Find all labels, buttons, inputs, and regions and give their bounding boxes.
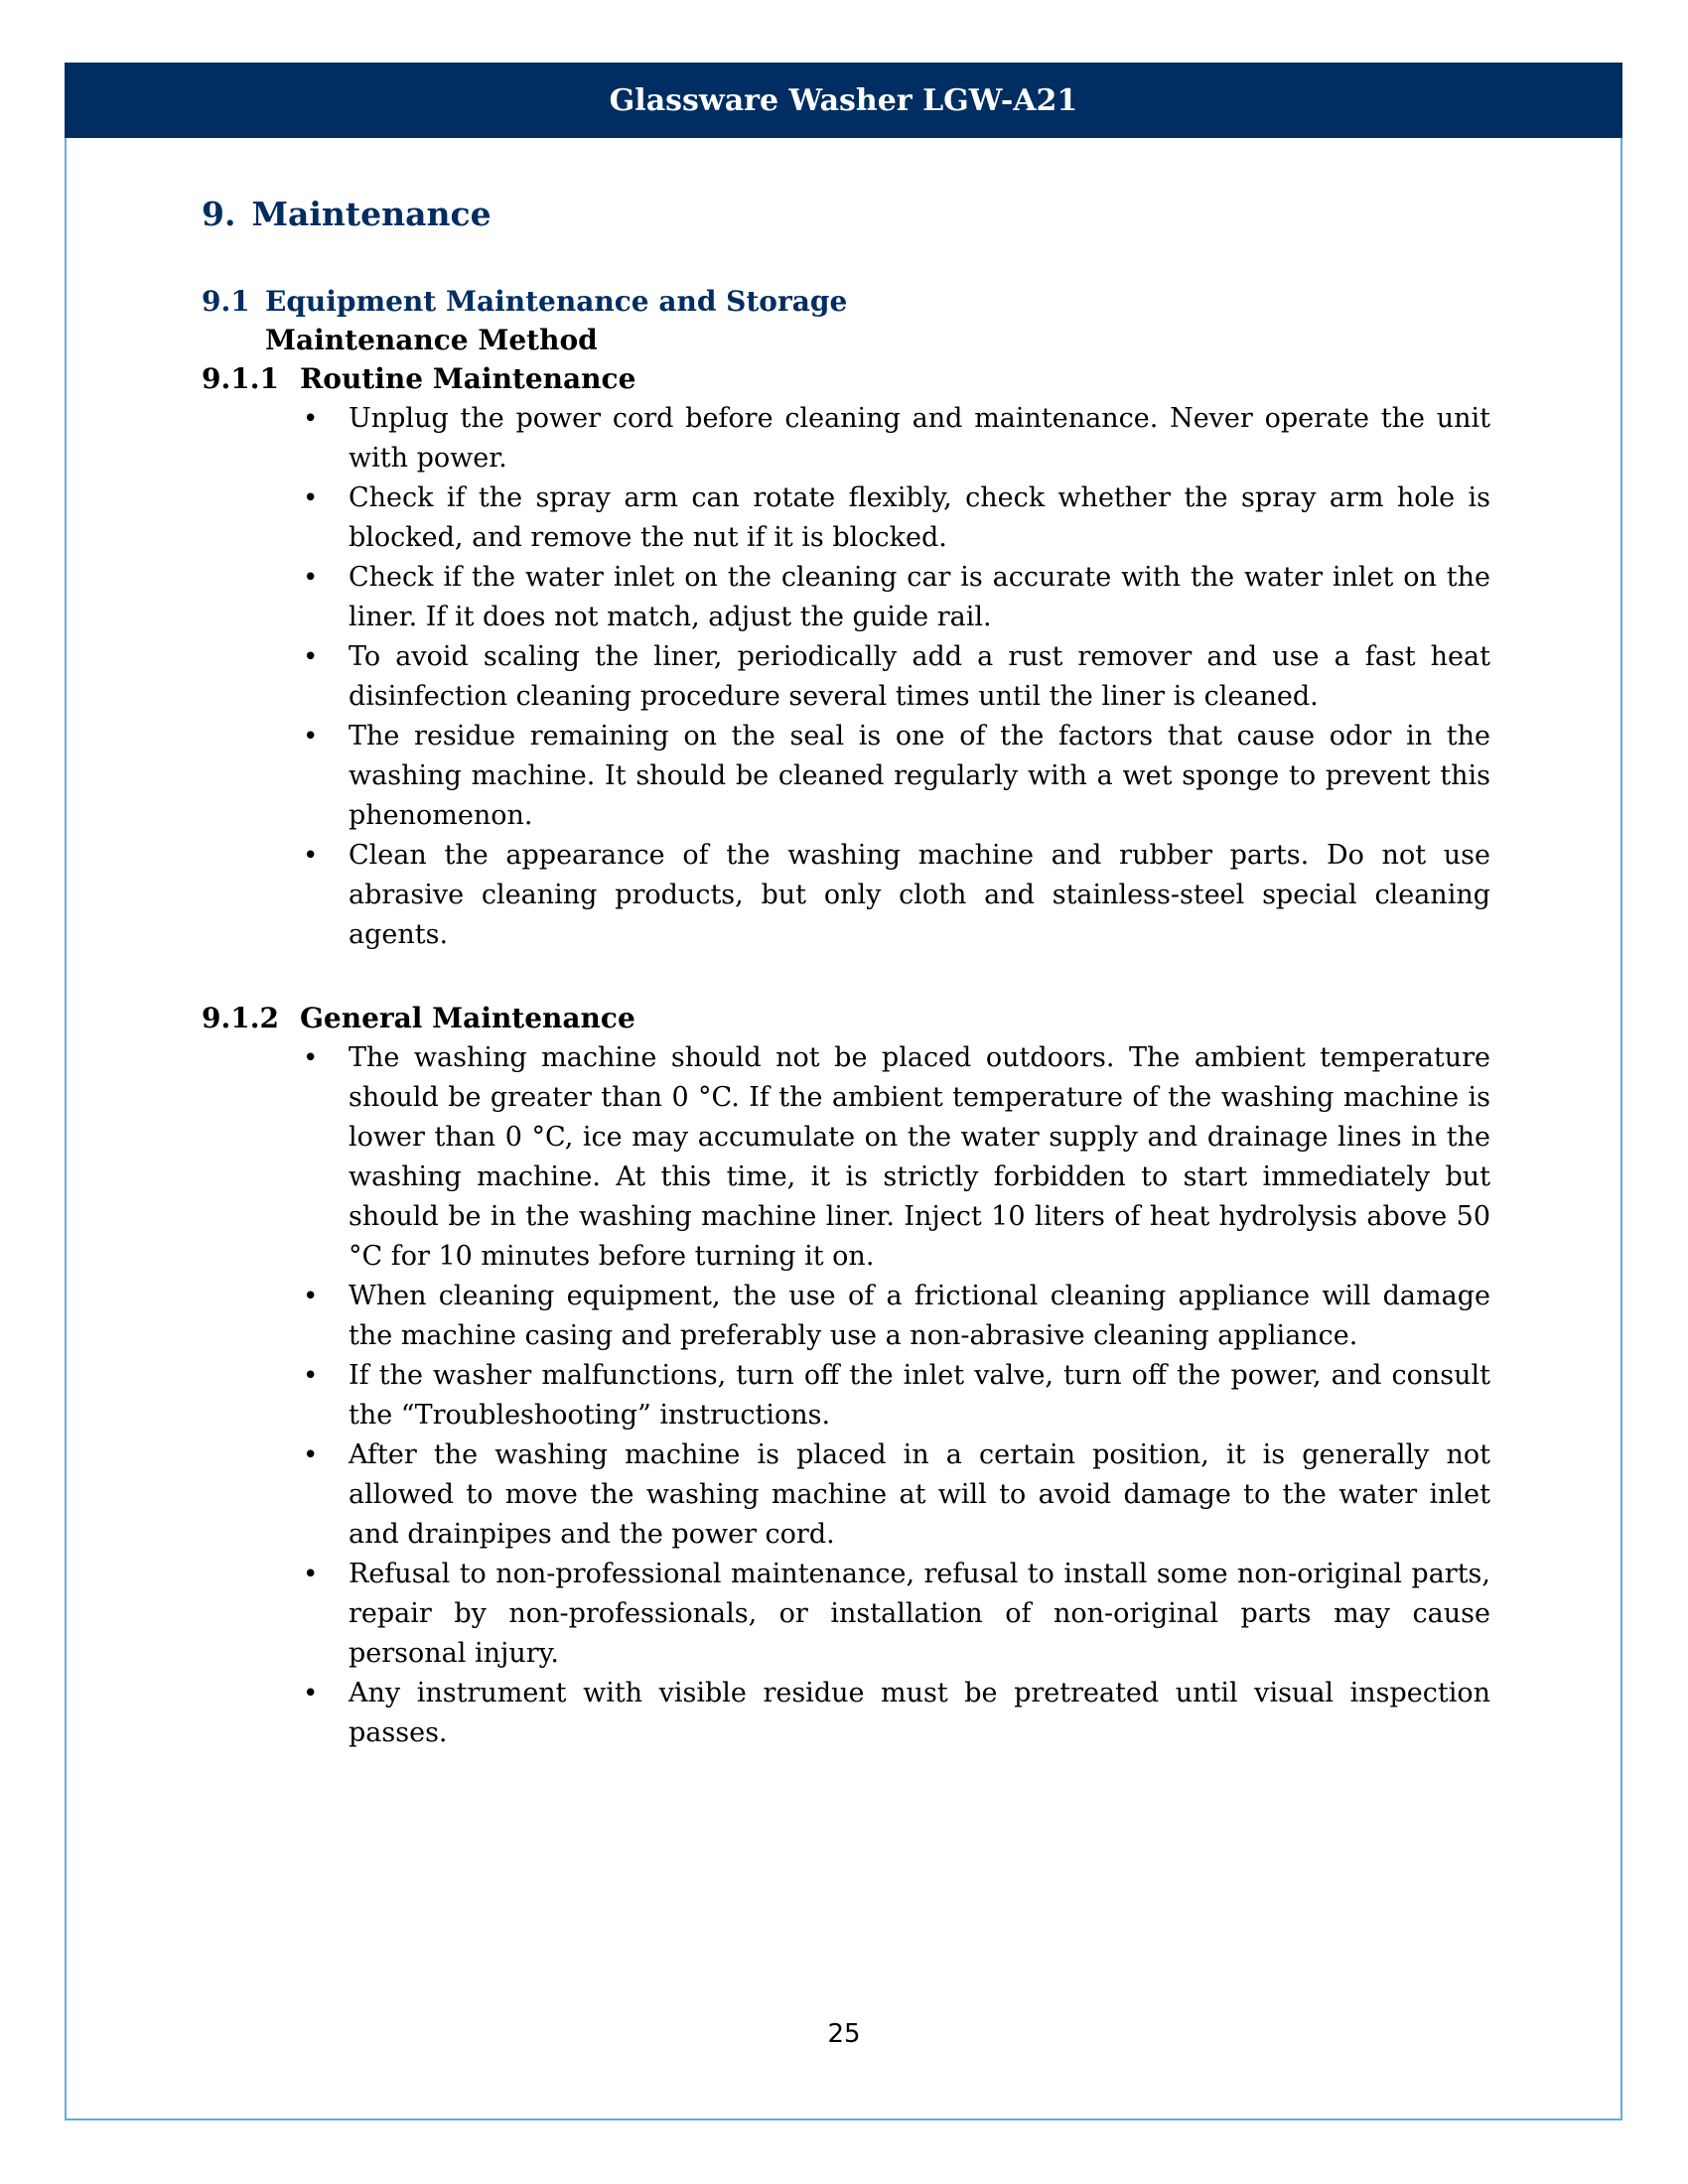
general-maintenance-heading [202,999,1492,1038]
list-item-text: The washing machine should not be placed outdoors. The ambient temperature should be greater than 0 °C. If the ambient temperature of the washing machine is lower than 0 °C, ice may accumulate on the water supply and drainage lines in the washing machine. At this time, it is strictly forbidden to start immediately but should be in the washing machine liner. Inject 10 liters of heat hydrolysis above 50 °C for 10 minutes before turning it on. [349,1041,1490,1272]
bullet-icon: • [303,562,319,593]
general-maintenance-list [202,1038,1490,1753]
spacer [202,955,1492,999]
list-item [299,717,1490,836]
list-item [299,1555,1490,1674]
list-item-text: After the washing machine is placed in a certain position, it is generally not allowed to move the washing machine at will to avoid damage to the water inlet and drainpipes and the power cord. [349,1438,1490,1550]
general-title: General Maintenance [300,1001,635,1034]
list-item-text: To avoid scaling the liner, periodically add a rust remover and use a fast heat disinfection cleaning procedure several times until the liner is cleaned. [349,640,1490,712]
list-item-text: Any instrument with visible residue must be pretreated until visual inspection passes. [349,1677,1490,1748]
list-item-text: When cleaning equipment, the use of a frictional cleaning appliance will damage the machine casing and preferably use a non-abrasive cleaning appliance. [349,1280,1490,1351]
list-item [299,637,1490,717]
list-item-text: Check if the water inlet on the cleaning car is accurate with the water inlet on the liner. If it does not match, adjust the guide rail. [349,561,1490,632]
document-title: Glassware Washer LGW-A21 [609,82,1078,118]
list-item [299,1038,1490,1277]
bullet-icon: • [303,641,319,672]
list-item-text: Clean the appearance of the washing machine and rubber parts. Do not use abrasive cleaning products, but only cloth and stainless-steel special cleaning agents. [349,839,1490,950]
bullet-icon: • [303,1559,319,1589]
section-title: Maintenance [251,195,492,233]
list-item [299,836,1490,955]
list-item-text: The residue remaining on the seal is one of the factors that cause odor in the washing machine. It should be cleaned regularly with a wet sponge to prevent this phenomenon. [349,720,1490,831]
page-content [202,195,1492,1753]
list-item [299,478,1490,558]
list-item-text: Check if the spray arm can rotate flexibly, check whether the spray arm hole is blocked, and remove the nut if it is blocked. [349,481,1490,553]
bullet-icon: • [303,840,319,871]
general-number: 9.1.2 [202,1001,279,1034]
bullet-icon: • [303,1281,319,1311]
list-item [299,1674,1490,1753]
list-item-text: If the washer malfunctions, turn off the inlet valve, turn off the power, and consult the “Troubleshooting” instructions. [349,1359,1490,1431]
list-item [299,558,1490,637]
bullet-icon: • [303,1042,319,1073]
maintenance-method-label: Maintenance Method [265,323,598,356]
bullet-icon: • [303,482,319,513]
list-item-text: Refusal to non-professional maintenance, refusal to install some non-original parts, repair by non-professionals, or installation of non-original parts may cause personal injury. [349,1558,1490,1669]
page-number: 25 [827,2019,861,2049]
routine-maintenance-heading [202,359,1492,399]
routine-number: 9.1.1 [202,361,279,395]
section-number: 9. [202,195,236,233]
bullet-icon: • [303,721,319,751]
list-item [299,399,1490,478]
bullet-icon: • [303,1439,319,1470]
list-item [299,1435,1490,1555]
bullet-icon: • [303,1678,319,1708]
list-item [299,1356,1490,1435]
list-item-text: Unplug the power cord before cleaning and maintenance. Never operate the unit with power. [349,402,1490,474]
document-header [65,63,1622,138]
bullet-icon: • [303,1360,319,1391]
subsection-title: Equipment Maintenance and Storage [265,284,848,318]
section-heading [202,195,1492,234]
routine-title: Routine Maintenance [300,361,636,395]
bullet-icon: • [303,403,319,434]
list-item [299,1277,1490,1356]
routine-maintenance-list [202,399,1490,955]
subsection-number: 9.1 [202,284,250,318]
subsection-heading [202,282,1492,322]
